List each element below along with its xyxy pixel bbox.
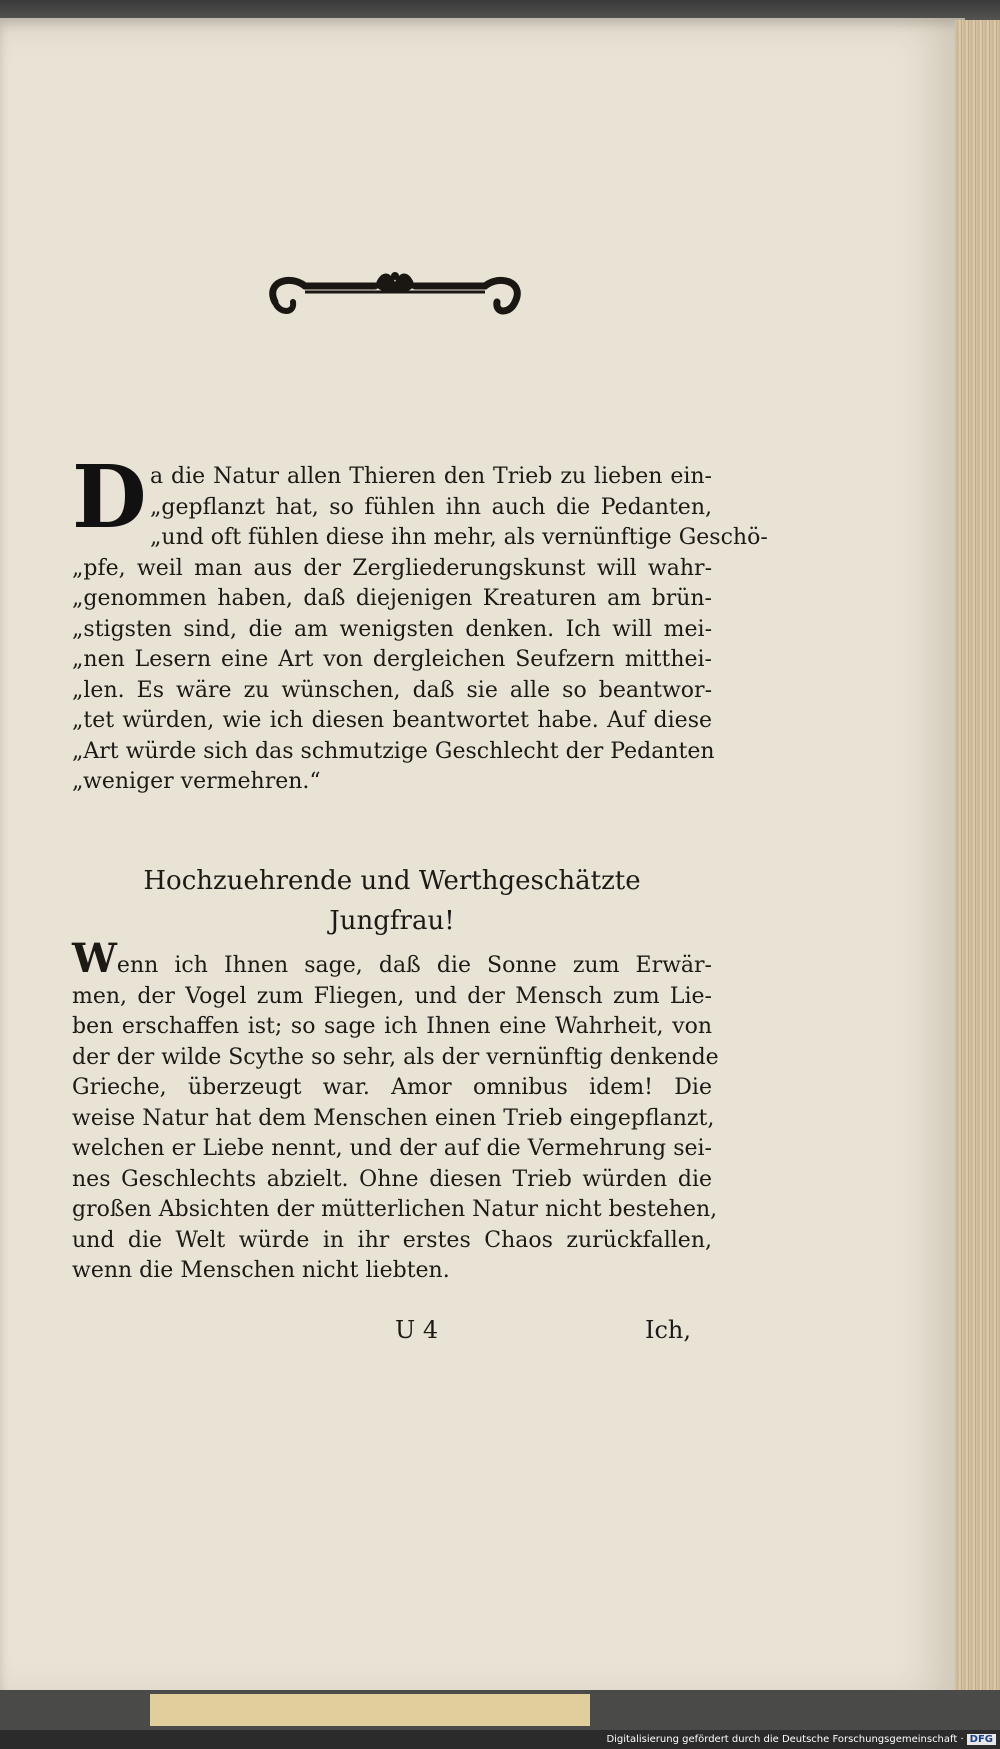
text-line: a die Natur allen Thieren den Trieb zu lieben ein- — [150, 464, 712, 489]
digitization-credit — [606, 1734, 996, 1745]
scroll-ornament-icon — [265, 262, 525, 324]
text-line: „tet würden, wie ich diesen beantwortet habe. Auf diese — [72, 708, 712, 733]
text-line: enn ich Ihnen sage, daß die Sonne zum Erwär- — [116, 953, 712, 978]
text-line: und die Welt würde in ihr erstes Chaos zurückfallen, — [72, 1227, 712, 1253]
text-line: großen Absichten der mütterlichen Natur nicht bestehen, — [72, 1197, 718, 1222]
text-line: „nen Lesern eine Art von dergleichen Seufzern mitthei- — [72, 647, 712, 672]
book-bottom-edge — [0, 1690, 1000, 1730]
text-line: weise Natur hat dem Menschen einen Trieb eingepflanzt, — [72, 1105, 715, 1131]
text-line: „genommen haben, daß diejenigen Kreaturen am brün- — [72, 586, 712, 611]
drop-cap: D — [72, 447, 147, 548]
page-edges — [955, 20, 1000, 1710]
letter-salutation-second-line: Jungfrau! — [329, 906, 455, 936]
text-line: „und oft fühlen diese ihn mehr, als vernünftige Geschö- — [150, 525, 768, 550]
paragraph-intro — [72, 447, 768, 798]
text-line: der der wilde Scythe so sehr, als der vernünftig denkende — [72, 1044, 719, 1070]
catchword: Ich, — [645, 1316, 692, 1344]
text-line: „gepflanzt hat, so fühlen ihn auch die Pedanten, — [150, 494, 712, 520]
text-line: nes Geschlechts abzielt. Ohne diesen Trieb würden die — [72, 1166, 712, 1192]
credit-text: Digitalisierung gefördert durch die Deutsche Forschungsgemeinschaft · — [606, 1734, 964, 1745]
initial-letter: W — [72, 935, 117, 982]
text-line: „pfe, weil man aus der Zergliederungskunst will wahr- — [72, 555, 712, 581]
text-line: wenn die Menschen nicht liebten. — [72, 1258, 450, 1283]
text-line: Grieche, überzeugt war. Amor omnibus idem! Die — [72, 1075, 712, 1100]
text-line: ben erschaffen ist; so sage ich Ihnen eine Wahrheit, von — [72, 1014, 712, 1039]
text-line: „weniger vermehren.“ — [72, 769, 321, 794]
text-line: welchen er Liebe nennt, und der auf die Vermehrung sei- — [72, 1136, 712, 1161]
signature-mark: U 4 — [395, 1316, 439, 1344]
text-line: „len. Es wäre zu wünschen, daß sie alle so beantwor- — [72, 677, 712, 703]
text-line: men, der Vogel zum Fliegen, und der Mensch zum Lie- — [72, 983, 712, 1009]
paragraph-letter — [72, 935, 719, 1287]
letter-salutation: Hochzuehrende und Werthgeschätzte — [143, 866, 641, 896]
dfg-logo: DFG — [967, 1734, 996, 1745]
text-line: „Art würde sich das schmutzige Geschlecht der Pedanten — [72, 738, 715, 764]
text-line: „stigsten sind, die am wenigsten denken. Ich will mei- — [72, 616, 712, 642]
bookmark-strip — [150, 1694, 590, 1726]
